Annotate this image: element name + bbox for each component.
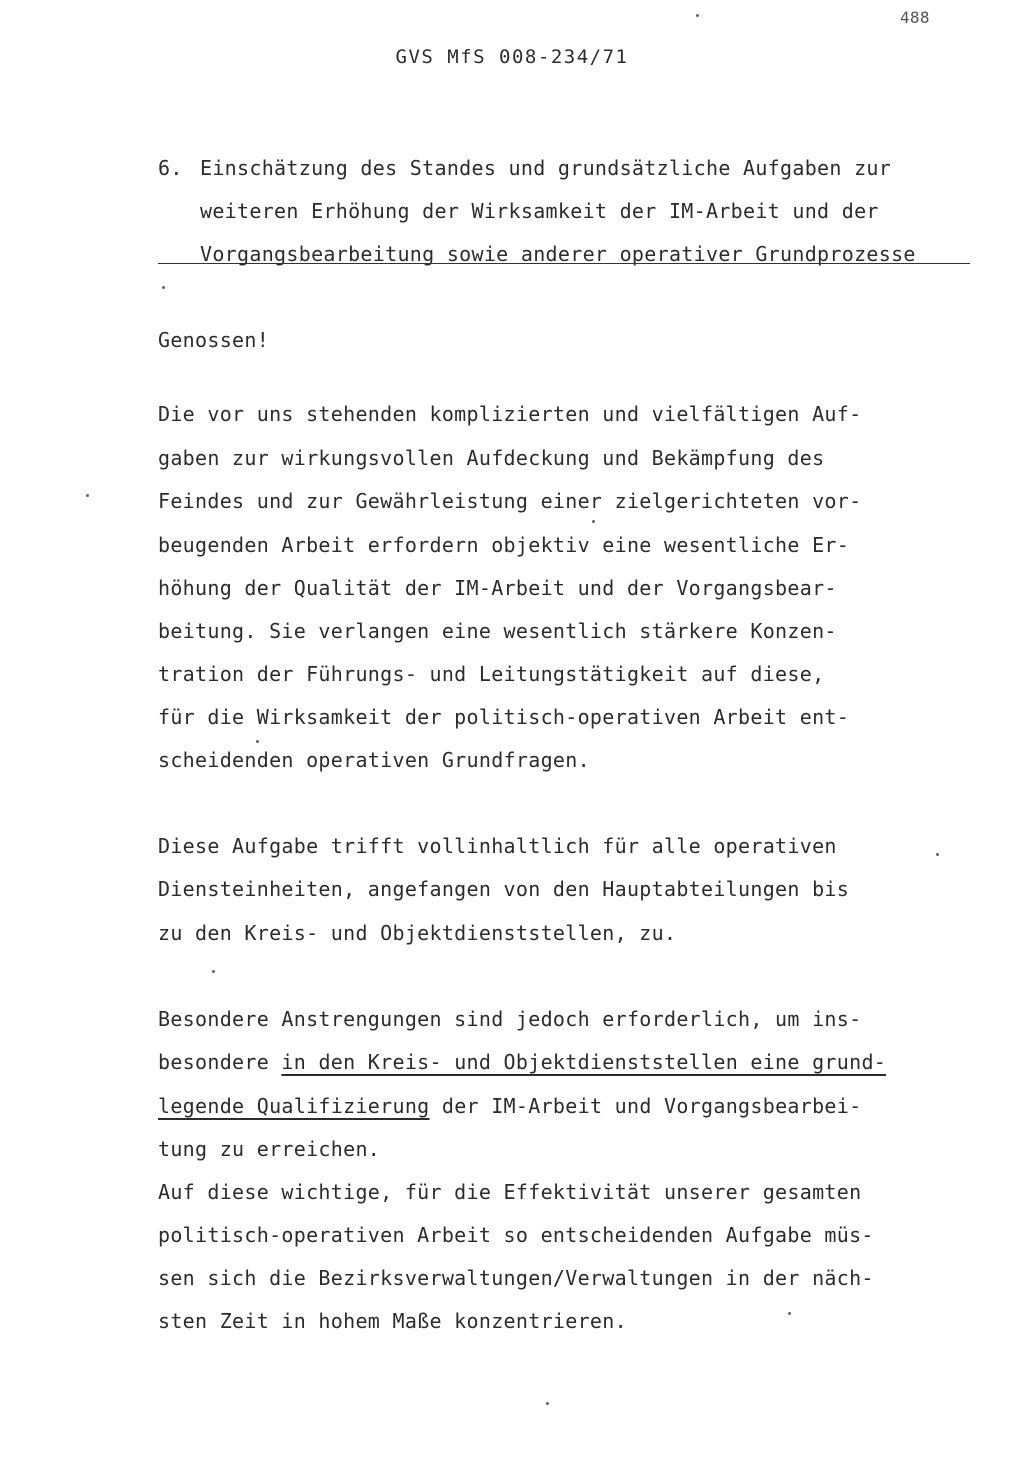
section-title-line-3: Vorgangsbearbeitung sowie anderer operativer Grundprozesse — [200, 242, 916, 266]
scan-speck — [696, 14, 699, 17]
scan-speck — [936, 853, 939, 856]
scan-speck — [256, 740, 259, 743]
page-number: 488 — [900, 8, 930, 27]
paragraph-2-line: zu den Kreis- und Objektdienststellen, zu. — [158, 921, 677, 945]
paragraph-2-line: Diese Aufgabe trifft vollinhaltlich für alle operativen — [158, 834, 837, 858]
paragraph-1-line: gaben zur wirkungsvollen Aufdeckung und Bekämpfung des — [158, 446, 825, 470]
emphasized-text: legende Qualifizierung — [158, 1094, 430, 1118]
paragraph-3-line — [158, 1093, 861, 1119]
section-title-line-2: weiteren Erhöhung der Wirksamkeit der IM-Arbeit und der — [200, 199, 879, 223]
scan-speck — [162, 286, 165, 289]
paragraph-3-line — [158, 1049, 886, 1075]
heading-underline — [158, 263, 970, 264]
paragraph-3-line: Besondere Anstrengungen sind jedoch erforderlich, um ins- — [158, 1007, 862, 1031]
emphasized-text: in den Kreis- und Objektdienststellen eine grund- — [281, 1050, 887, 1074]
classification-header: GVS MfS 008-234/71 — [395, 46, 629, 68]
salutation: Genossen! — [158, 328, 270, 352]
paragraph-4-line: sten Zeit in hohem Maße konzentrieren. — [158, 1309, 627, 1333]
paragraph-1-line: tration der Führungs- und Leitungstätigkeit auf diese, — [158, 662, 825, 686]
paragraph-1-line: beugenden Arbeit erfordern objektiv eine wesentliche Er- — [158, 533, 850, 557]
paragraph-1-line: scheidenden operativen Grundfragen. — [158, 748, 590, 772]
paragraph-4-line: sen sich die Bezirksverwaltungen/Verwaltungen in der näch- — [158, 1266, 874, 1290]
scan-speck — [86, 494, 89, 497]
paragraph-4-line: Auf diese wichtige, für die Effektivität unserer gesamten — [158, 1180, 862, 1204]
paragraph-3-text: der IM-Arbeit und Vorgangsbearbei- — [429, 1094, 862, 1118]
scan-speck — [788, 1312, 791, 1315]
section-title-line-1: Einschätzung des Standes und grundsätzliche Aufgaben zur — [200, 156, 892, 180]
paragraph-2-line: Diensteinheiten, angefangen von den Hauptabteilungen bis — [158, 877, 850, 901]
paragraph-3-line: tung zu erreichen. — [158, 1137, 381, 1161]
section-number: 6. — [158, 156, 183, 180]
scan-speck — [546, 1402, 549, 1405]
scan-speck — [592, 520, 595, 523]
paragraph-1-line: höhung der Qualität der IM-Arbeit und der Vorgangsbear- — [158, 576, 837, 600]
paragraph-1-line: Die vor uns stehenden komplizierten und vielfältigen Auf- — [158, 402, 862, 426]
paragraph-1-line: beitung. Sie verlangen eine wesentlich stärkere Konzen- — [158, 619, 837, 643]
paragraph-1-line: Feindes und zur Gewährleistung einer zielgerichteten vor- — [158, 489, 862, 513]
paragraph-3-text: besondere — [158, 1050, 282, 1074]
paragraph-1-line: für die Wirksamkeit der politisch-operativen Arbeit ent- — [158, 705, 850, 729]
paragraph-4-line: politisch-operativen Arbeit so entscheidenden Aufgabe müs- — [158, 1223, 874, 1247]
scan-speck — [212, 970, 215, 973]
